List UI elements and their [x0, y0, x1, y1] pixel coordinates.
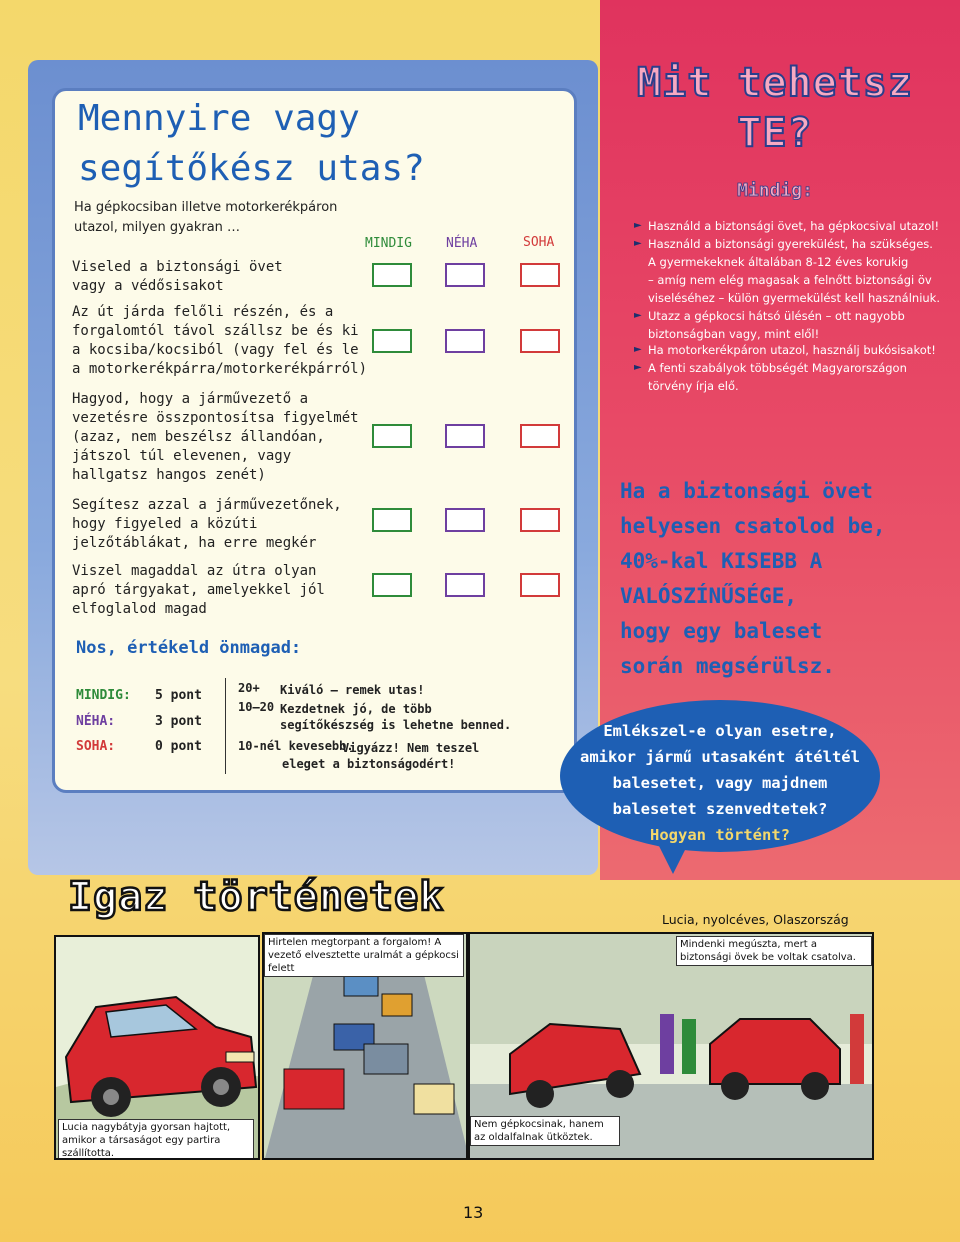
score-value-always: 5 pont	[155, 688, 202, 703]
question-5: Viszel magaddal az útra olyan apró tárgyakat, amelyekkel jól elfoglalod magad	[72, 563, 325, 617]
tip-6: ► Utazz a gépkocsi hátsó ülésén – ott nagyobb	[636, 306, 946, 326]
evaluate-title: Nos, értékeld önmagad:	[76, 638, 302, 658]
comic-panel-2	[262, 932, 468, 1160]
checkbox-q1-sometimes[interactable]	[445, 263, 485, 287]
question-3: Hagyod, hogy a járművezető a vezetésre összpontosítsa figyelmét (azaz, nem beszélsz állandóan, játszol túl elevenen, vagy hallgatsz hangos zenét)	[72, 391, 359, 483]
checkbox-q2-sometimes[interactable]	[445, 329, 485, 353]
tip-2: ► Használd a biztonsági gyerekülést, ha szükséges.	[636, 234, 946, 254]
score-label-never: SOHA:	[76, 739, 116, 754]
page-number: 13	[463, 1203, 484, 1222]
comic-panel-3	[468, 932, 874, 1160]
arrow-icon: ►	[634, 344, 642, 355]
checkbox-q1-always[interactable]	[372, 263, 412, 287]
checkbox-q5-always[interactable]	[372, 573, 412, 597]
stories-title: Igaz történetek	[68, 874, 445, 920]
column-always: MINDIG	[365, 236, 412, 251]
checkbox-q1-never[interactable]	[520, 263, 560, 287]
checkbox-q5-sometimes[interactable]	[445, 573, 485, 597]
arrow-icon: ►	[634, 220, 642, 231]
checkbox-q2-always[interactable]	[372, 329, 412, 353]
checkbox-q2-never[interactable]	[520, 329, 560, 353]
speech-bubble-text: Emlékszel-e olyan esetre, amikor jármű utasaként átéltél balesetet, vagy majdnem balesetet szenvedtetek? Hogyan történt?	[580, 722, 860, 844]
comic-panel-1	[54, 935, 260, 1160]
checkbox-q4-never[interactable]	[520, 508, 560, 532]
result-text-1: Kiváló – remek utas!	[280, 683, 425, 697]
always-label: Mindig:	[737, 180, 813, 201]
tip-8: ► Ha motorkerékpáron utazol, használj bukósisakot!	[636, 340, 946, 360]
right-title: Mit tehetsz TE?	[637, 60, 913, 156]
checkbox-q4-always[interactable]	[372, 508, 412, 532]
score-value-never: 0 pont	[155, 739, 202, 754]
seatbelt-stat: Ha a biztonsági övet helyesen csatolod be, 40%-kal KISEBB A VALÓSZÍNŰSÉGE, hogy egy baleset során megsérülsz.	[620, 479, 886, 678]
result-range-1: 20+	[238, 681, 260, 695]
caption-1: Lucia nagybátyja gyorsan hajtott, amikor a társaságot egy partira szállította.	[58, 1119, 254, 1160]
tip-4: – amíg nem elég magasak a felnőtt biztonsági öv	[648, 273, 932, 287]
checkbox-q5-never[interactable]	[520, 573, 560, 597]
result-text-2: Kezdetnek jó, de több	[280, 702, 432, 716]
result-range-2: 10–20	[238, 700, 275, 714]
score-divider	[225, 678, 226, 774]
result-text-2-cont: segítőkészség is lehetne benned.	[280, 718, 512, 732]
column-sometimes: NÉHA	[446, 236, 478, 251]
caption-2: Hirtelen megtorpant a forgalom! A vezető elvesztette uralmát a gépkocsi felett	[264, 934, 464, 977]
arrow-icon: ►	[634, 310, 642, 321]
checkbox-q3-sometimes[interactable]	[445, 424, 485, 448]
story-author: Lucia, nyolcéves, Olaszország	[662, 912, 849, 927]
tip-9: ► A fenti szabályok többségét Magyarországon	[636, 358, 946, 378]
caption-3: Nem gépkocsinak, hanem az oldalfalnak ütköztek.	[470, 1116, 620, 1146]
tip-10: törvény írja elő.	[648, 379, 739, 393]
score-value-sometimes: 3 pont	[155, 714, 202, 729]
question-2: Az út járda felőli részén, és a forgalomtól távol szállsz be és ki a kocsiba/kocsiból (vagy fel és le a motorkerékpárra/motorkerékpárról)	[72, 304, 368, 377]
quiz-title: Mennyire vagy segítőkész utas?	[78, 98, 425, 189]
arrow-icon: ►	[634, 238, 642, 249]
result-range-3: 10-nél kevesebb.	[238, 739, 354, 753]
tip-3: A gyermekeknek általában 8-12 éves korukig	[648, 255, 909, 269]
question-4: Segítesz azzal a járművezetőnek, hogy figyeled a közúti jelzőtáblákat, ha erre megkér	[72, 497, 342, 551]
result-text-3-cont: eleget a biztonságodért!	[282, 757, 456, 771]
tip-5: viseléséhez – külön gyermekülést kell használniuk.	[648, 291, 940, 305]
result-text-3: Vigyázz! Nem teszel	[342, 741, 480, 755]
score-label-always: MINDIG:	[76, 688, 131, 703]
checkbox-q3-always[interactable]	[372, 424, 412, 448]
checkbox-q4-sometimes[interactable]	[445, 508, 485, 532]
column-never: SOHA	[523, 235, 555, 250]
arrow-icon: ►	[634, 362, 642, 373]
score-label-sometimes: NÉHA:	[76, 714, 116, 729]
tip-1: ► Használd a biztonsági övet, ha gépkocsival utazol!	[636, 216, 946, 236]
checkbox-q3-never[interactable]	[520, 424, 560, 448]
quiz-intro: Ha gépkocsiban illetve motorkerékpáron utazol, milyen gyakran …	[74, 200, 338, 235]
tip-7: biztonságban vagy, mint elől!	[648, 327, 820, 341]
caption-4: Mindenki megúszta, mert a biztonsági övek be voltak csatolva.	[676, 936, 872, 966]
question-1: Viseled a biztonsági övet vagy a védősisakot	[72, 259, 283, 294]
